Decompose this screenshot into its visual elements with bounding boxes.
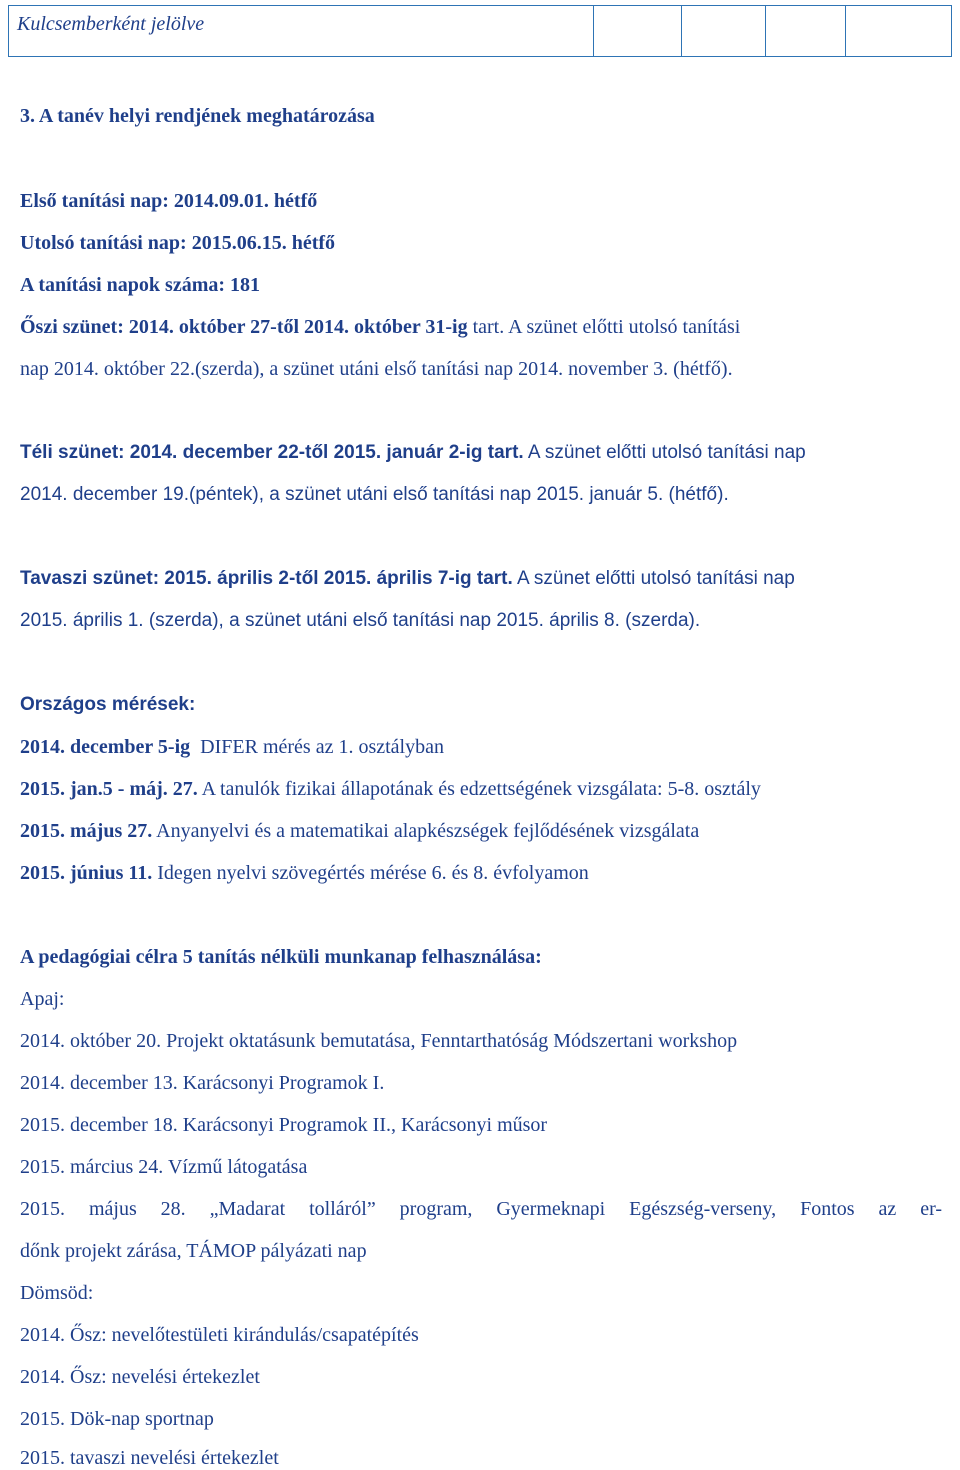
header-cell-empty [594,6,682,56]
winter-break-line-2: 2014. december 19.(péntek), a szünet utáni első tanítási nap 2015. január 5. (hétfő). [20,484,729,505]
apaj-item: 2015. március 24. Vízmű látogatása [20,1156,308,1178]
section-title: 3. A tanév helyi rendjének meghatározása [20,105,375,127]
measurement-item [20,861,942,885]
header-table [8,5,952,57]
domsod-item: 2015. Dök-nap sportnap [20,1408,214,1430]
autumn-break-tail: tart. A szünet előtti utolsó tanítási [467,316,741,338]
measurement-date: 2014. december 5-ig [20,736,191,758]
autumn-break-dates: Őszi szünet: 2014. október 27-től 2014. október 31-ig [20,316,468,338]
domsod-label: Dömsöd: [20,1282,94,1304]
apaj-item: 2014. december 13. Karácsonyi Programok I. [20,1072,385,1094]
pedagogical-title: A pedagógiai célra 5 tanítás nélküli munkanap felhasználása: [20,946,542,968]
spring-break-tail: A szünet előtti utolsó tanítási nap [512,568,795,589]
winter-break-dates: Téli szünet: 2014. december 22-től 2015. január 2-ig tart. [20,442,524,463]
measurement-date: 2015. június 11. [20,862,153,884]
autumn-break-line-2: nap 2014. október 22.(szerda), a szünet utáni első tanítási nap 2014. november 3. (hétfő). [20,358,733,380]
measurement-text: DIFER mérés az 1. osztályban [190,736,444,758]
days-count-line: A tanítási napok száma: 181 [20,274,261,296]
measurements-title: Országos mérések: [20,694,196,715]
winter-break-line [20,441,942,465]
apaj-item: 2015. május 28. „Madarat tolláról” program, Gyermeknapi Egészség-verseny, Fontos az er- [20,1198,942,1220]
spring-break-dates: Tavaszi szünet: 2015. április 2-től 2015. április 7-ig tart. [20,568,513,589]
apaj-item-continued: dőnk projekt zárása, TÁMOP pályázati nap [20,1240,367,1262]
measurement-text: A tanulók fizikai állapotának és edzettségének vizsgálata: 5-8. osztály [197,778,761,800]
measurement-item [20,735,942,759]
apaj-item: 2015. december 18. Karácsonyi Programok II., Karácsonyi műsor [20,1114,548,1136]
spring-break-line [20,567,942,591]
header-cell-empty [682,6,766,56]
apaj-label: Apaj: [20,988,65,1010]
last-day-line: Utolsó tanítási nap: 2015.06.15. hétfő [20,232,336,254]
domsod-item: 2014. Ősz: nevelőtestületi kirándulás/csapatépítés [20,1324,419,1346]
header-cell-label [9,6,594,56]
measurement-item [20,819,942,843]
header-cell-empty [846,6,951,56]
first-day-line: Első tanítási nap: 2014.09.01. hétfő [20,190,318,212]
measurement-item [20,777,942,801]
measurement-date: 2015. május 27. [20,820,153,842]
domsod-item: 2015. tavaszi nevelési értekezlet [20,1447,279,1469]
apaj-item: 2014. október 20. Projekt oktatásunk bemutatása, Fenntarthatóság Módszertani workshop [20,1030,738,1052]
header-cell-empty [766,6,846,56]
winter-break-tail: A szünet előtti utolsó tanítási nap [523,442,806,463]
domsod-item: 2014. Ősz: nevelési értekezlet [20,1366,260,1388]
measurement-date: 2015. jan.5 - máj. 27. [20,778,198,800]
autumn-break-line [20,315,942,339]
header-label: Kulcsemberként jelölve [17,13,205,35]
measurement-text: Idegen nyelvi szövegértés mérése 6. és 8. évfolyamon [152,862,589,884]
measurement-text: Anyanyelvi és a matematikai alapkészségek fejlődésének vizsgálata [152,820,700,842]
spring-break-line-2: 2015. április 1. (szerda), a szünet utáni első tanítási nap 2015. április 8. (szerda). [20,610,701,631]
